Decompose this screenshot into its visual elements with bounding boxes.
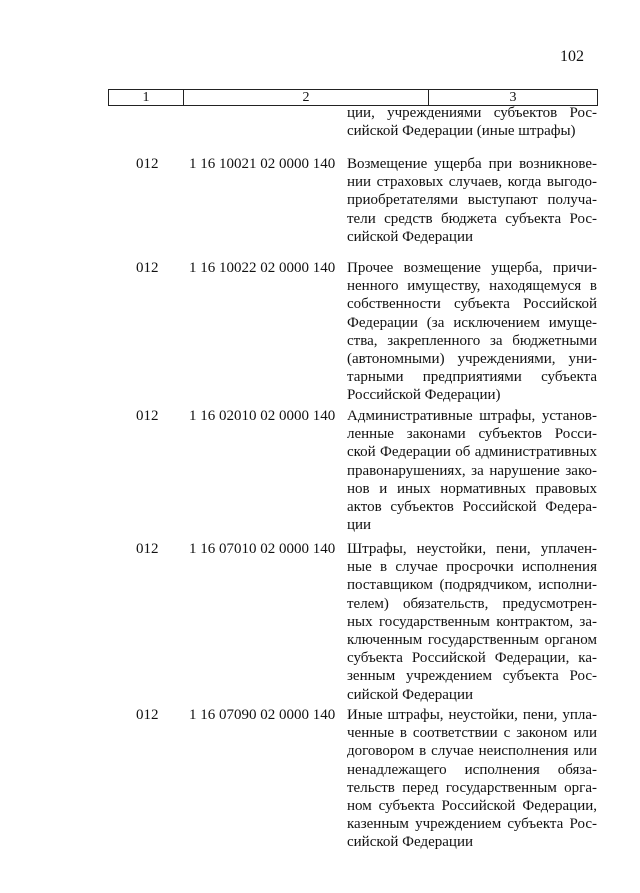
admin-code: 012 (136, 156, 159, 172)
description-line: ных государственным контрактом, за- (347, 613, 597, 630)
description-line: Возмещение ущерба при возникнове- (347, 156, 597, 172)
description-line: приобретателями выступают получа- (347, 192, 597, 209)
description-line: ключенным государственным органом (347, 632, 597, 649)
description-line: ской Федерации об административных (347, 444, 597, 461)
revenue-description (347, 407, 597, 534)
description-line: ции (347, 517, 372, 534)
description-line: Иные штрафы, неустойки, пени, упла- (347, 707, 597, 723)
description-line: субъекта Российской Федерации, ка- (347, 650, 597, 667)
description-line: Российской Федерации) (347, 387, 501, 404)
header-col-1: 1 (109, 90, 184, 106)
description-line: договором в случае неисполнения или (347, 743, 597, 760)
description-line: нов и иных нормативных правовых (347, 480, 597, 497)
revenue-description (347, 155, 597, 246)
header-col-3: 3 (509, 90, 517, 105)
description-line: сийской Федерации (347, 834, 474, 851)
description-line: (автономными) учреждениями, уни- (347, 351, 597, 368)
header-col-2: 2 (184, 90, 429, 106)
budget-classification-code: 1 16 07010 02 0000 140 (189, 541, 336, 557)
description-line: ненного имуществу, находящемуся в (347, 278, 597, 295)
description-line: ненадлежащего исполнения обяза- (347, 761, 597, 778)
admin-code: 012 (136, 707, 159, 723)
description-line: правонарушениях, за нарушение зако- (347, 462, 597, 479)
description-line: сийской Федерации (347, 228, 474, 245)
budget-classification-code: 1 16 02010 02 0000 140 (189, 408, 336, 424)
description-line: сийской Федерации (347, 686, 474, 703)
page-number: 102 (560, 48, 584, 65)
description-line: зенным учреждением субъекта Рос- (347, 668, 597, 685)
description-line: ленные законами субъектов Росси- (347, 426, 597, 443)
description-line: тели средств бюджета субъекта Рос- (347, 210, 597, 227)
description-line: поставщиком (подрядчиком, исполни- (347, 577, 597, 594)
description-line: ченные в соответствии с законом или (347, 725, 597, 742)
description-line: Федерации (за исключением имуще- (347, 314, 597, 331)
description-line: Прочее возмещение ущерба, причи- (347, 260, 597, 276)
description-line: актов субъектов Российской Федера- (347, 499, 597, 516)
description-line: телем) обязательств, предусмотрен- (347, 595, 597, 612)
description-line: казенным учреждением субъекта Рос- (347, 816, 597, 833)
description-line: тарными предприятиями субъекта (347, 369, 597, 386)
description-line: сийской Федерации (иные штрафы) (347, 123, 576, 140)
admin-code: 012 (136, 408, 159, 424)
description-line: собственности субъекта Российской (347, 296, 597, 313)
revenue-description (347, 540, 597, 704)
revenue-description (347, 706, 597, 852)
description-line: нии страховых случаев, когда выгодо- (347, 174, 597, 191)
description-line: ном субъекта Российской Федерации, (347, 798, 597, 815)
description-line: ные в случае просрочки исполнения (347, 559, 597, 576)
continuation-text (347, 104, 597, 140)
description-line: тельств перед государственным орга- (347, 779, 597, 796)
description-line: ства, закрепленного за бюджетными (347, 332, 597, 349)
budget-classification-code: 1 16 10022 02 0000 140 (189, 260, 336, 276)
admin-code: 012 (136, 260, 159, 276)
revenue-description (347, 259, 597, 405)
description-line: Административные штрафы, установ- (347, 408, 597, 424)
admin-code: 012 (136, 541, 159, 557)
budget-classification-code: 1 16 07090 02 0000 140 (189, 707, 336, 723)
description-line: ции, учреждениями субъектов Рос- (347, 105, 597, 121)
description-line: Штрафы, неустойки, пени, уплачен- (347, 541, 597, 557)
budget-classification-code: 1 16 10021 02 0000 140 (189, 156, 336, 172)
